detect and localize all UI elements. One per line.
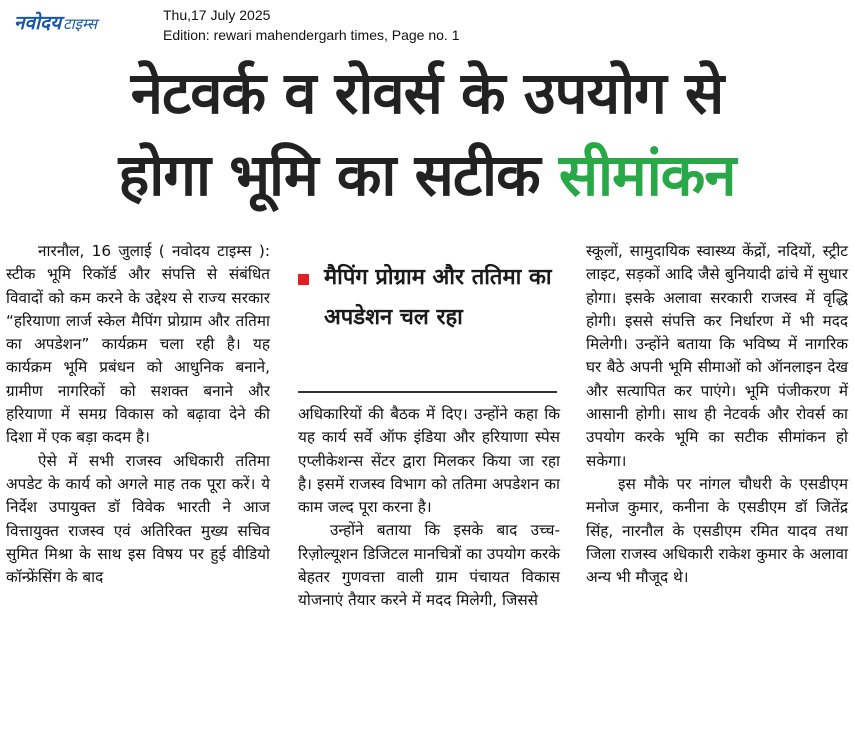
column-1-paragraph-1: नारनौल, 16 जुलाई ( नवोदय टाइम्स ): स्टीक भूमि रिकॉर्ड और संपत्ति से संबंधित विवादों को कम करने के उद्देश्य से राज्य सरकार “हरियाणा लार्ज स्केल मैपिंग प्रोग्राम और ततिमा का अपडेशन” कार्यक्रम चला रही है। यह कार्यक्रम भूमि प्रबंधन को आधुनिक बनाने, ग्रामीण नागरिकों को सशक्त बनाने और हरियाणा में समग्र विकास को बढ़ावा देने की दिशा में एक बड़ा कदम है।	[6, 242, 270, 447]
headline-highlight: सीमांकन	[558, 141, 736, 209]
column-1-paragraph-2: ऐसे में सभी राजस्व अधिकारी ततिमा अपडेट के कार्य को अगले माह तक पूरा करें। ये निर्देश उपायुक्त डॉ विवेक भारती ने आज वित्तायुक्त राजस्व एवं अतिरिक्त मुख्य सचिव सुमित मिश्रा के साथ इस विषय पर हुई वीडियो कॉन्फ्रेंसिंग के बाद	[6, 451, 270, 587]
article-headline	[0, 52, 854, 216]
edition-line: Edition: rewari mahendergarh times, Page no. 1	[163, 27, 460, 43]
subheadline-divider	[298, 391, 557, 393]
column-2-paragraph-2: उन्होंने बताया कि इसके बाद उच्च-रिज़ोल्यूशन डिजिटल मानचित्रों का उपयोग करके बेहतर गुणवत्ता वाली ग्राम पंचायत विकास योजनाएं तैयार करने में मदद मिलेगी, जिससे	[298, 521, 560, 610]
article-column-2	[298, 403, 560, 613]
headline-line-2-main: होगा भूमि का सटीक	[118, 141, 559, 209]
article-column-3	[586, 240, 848, 589]
headline-line-1: नेटवर्क व रोवर्स के उपयोग से	[130, 59, 724, 127]
edition-info	[163, 5, 460, 45]
publication-date: Thu,17 July 2025	[163, 7, 271, 23]
headline-line-2	[0, 134, 854, 216]
masthead	[0, 0, 854, 48]
red-square-marker-icon	[298, 274, 309, 285]
column-3-paragraph-1: स्कूलों, सामुदायिक स्वास्थ्य केंद्रों, नदियों, स्ट्रीट लाइट, सड़कों आदि जैसे बुनियादी ढांचे में सुधार होगा। इसके अलावा सरकारी राजस्व में वृद्धि होगी। इससे संपत्ति कर निर्धारण में भी मदद मिलेगी। उन्होंने बताया कि भविष्य में नागरिक घर बैठे अपनी भूमि सीमाओं को ऑनलाइन देख और सत्यापित कर पाएंगे। भूमि पंजीकरण में आसानी होगी। साथ ही नेटवर्क और रोवर्स का उपयोग करके भूमि का सटीक सीमांकन हो सकेगा।	[586, 242, 848, 470]
logo-text-secondary: टाइम्स	[63, 15, 97, 33]
newspaper-logo[interactable]	[14, 10, 97, 37]
column-2-paragraph-1: अधिकारियों की बैठक में दिए। उन्होंने कहा कि यह कार्य सर्वे ऑफ इंडिया और हरियाणा स्पेस एप्लीकेशन्स सेंटर द्वारा मिलकर किया जा रहा है। इसमें राजस्व विभाग को ततिमा अपडेशन का काम जल्द पूरा करना है।	[298, 405, 560, 517]
logo-text-primary: नवोदय	[14, 12, 62, 34]
column-3-paragraph-2: इस मौके पर नांगल चौधरी के एसडीएम मनोज कुमार, कनीना के एसडीएम डॉ जितेंद्र सिंह, नारनौल के एसडीएम रमित यादव तथा जिला राजस्व अधिकारी राकेश कुमार के अलावा अन्य भी मौजूद थे।	[586, 474, 848, 587]
subheadline-box	[298, 258, 560, 390]
article-column-1	[6, 240, 270, 589]
subheadline: मैपिंग प्रोग्राम और ततिमा का अपडेशन चल रहा	[324, 265, 552, 330]
